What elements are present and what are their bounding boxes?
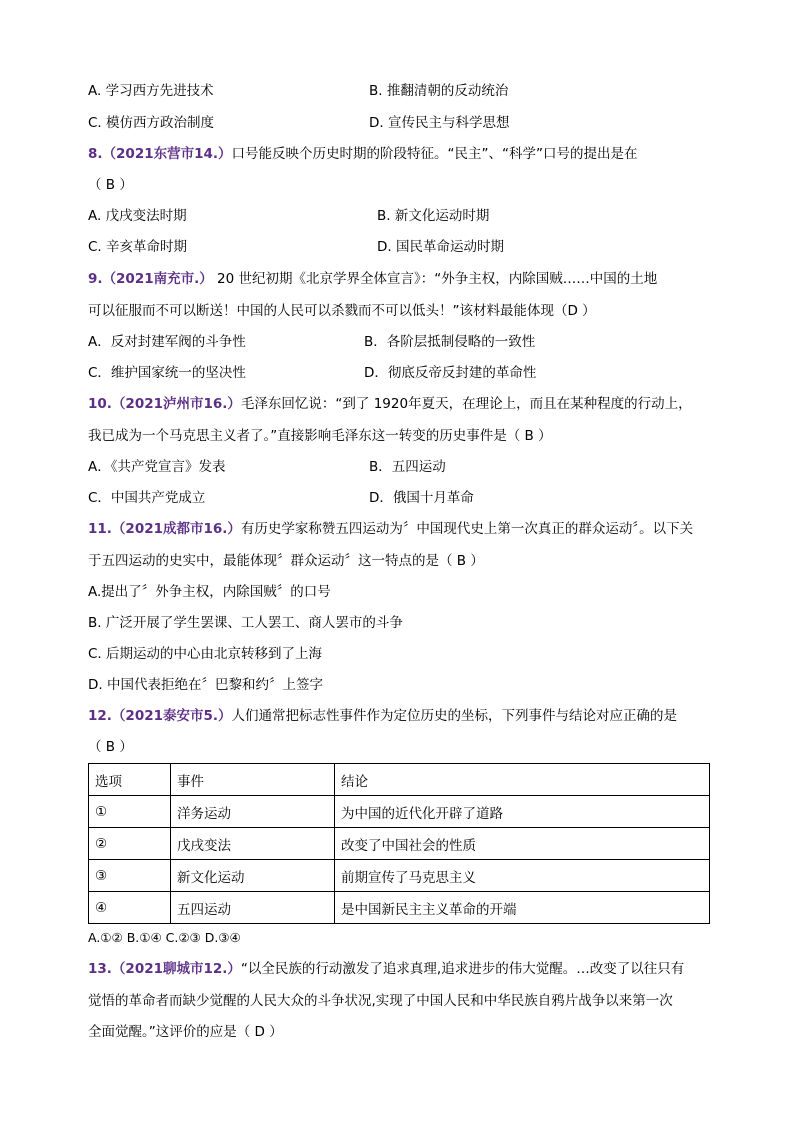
q13-stem-line1 xyxy=(88,960,684,978)
q13-text: “以全民族的行动激发了追求真理,追求进步的伟大觉醒。…改变了以往只有 xyxy=(240,961,685,977)
q10-stem-line2: 我已成为一个马克思主义者了。”直接影响毛泽东这一转变的历史事件是（ B ） xyxy=(88,428,552,444)
table-row xyxy=(89,828,710,860)
q9-stem-line1 xyxy=(88,270,657,288)
q9-option-a: A．反对封建军阀的斗争性 xyxy=(88,334,246,350)
q11-source: （2021成都市16.） xyxy=(111,521,241,537)
q11-number: 11. xyxy=(88,521,112,537)
table-cell: ① xyxy=(89,796,171,828)
table-cell: 戊戌变法 xyxy=(171,828,335,860)
q11-option-d: D. 中国代表拒绝在〞巴黎和约〞上签字 xyxy=(88,677,323,693)
table-row xyxy=(89,892,710,924)
q10-option-d: D．俄国十月革命 xyxy=(369,490,474,506)
q11-stem-line1 xyxy=(88,520,693,538)
table-header-cell: 选项 xyxy=(89,764,171,796)
q9-option-c: C．维护国家统一的坚决性 xyxy=(88,365,246,381)
q7-option-a: A. 学习西方先进技术 xyxy=(88,83,214,99)
q8-option-b: B. 新文化运动时期 xyxy=(377,208,490,224)
table-cell: 洋务运动 xyxy=(171,796,335,828)
q9-number: 9. xyxy=(88,271,103,287)
table-cell: ③ xyxy=(89,860,171,892)
q8-number: 8. xyxy=(88,146,103,162)
table-cell: ② xyxy=(89,828,171,860)
q12-table xyxy=(88,763,710,924)
q11-option-a: A.提出了〞外争主权，内除国贼〞的口号 xyxy=(88,584,331,600)
q9-option-d: D．彻底反帝反封建的革命性 xyxy=(364,365,537,381)
q12-options: A.①② B.①④ C.②③ D.③④ xyxy=(88,930,241,945)
q9-option-b: B．各阶层抵制侵略的一致性 xyxy=(364,334,536,350)
q10-option-c: C．中国共产党成立 xyxy=(88,490,206,506)
q7-option-d: D. 宣传民主与科学思想 xyxy=(369,115,510,131)
table-header-cell: 事件 xyxy=(171,764,335,796)
table-cell: 新文化运动 xyxy=(171,860,335,892)
q12-source: （2021泰安市5.） xyxy=(111,708,232,724)
table-row xyxy=(89,860,710,892)
q9-text: 20 世纪初期《北京学界全体宣言》：“外争主权，内除国贼……中国的土地 xyxy=(212,271,658,287)
table-cell: 改变了中国社会的性质 xyxy=(335,828,710,860)
q13-stem-line3: 全面觉醒。”这评价的应是（ D ） xyxy=(88,1024,283,1040)
q10-text: 毛泽东回忆说：“到了 1920年夏天，在理论上，而且在某种程度的行动上， xyxy=(240,396,692,412)
q8-answer: （ B ） xyxy=(88,177,133,193)
q11-text: 有历史学家称赞五四运动为〞中国现代史上第一次真正的群众运动〞。以下关 xyxy=(240,521,694,537)
q12-text: 人们通常把标志性事件作为定位历史的坐标，下列事件与结论对应正确的是 xyxy=(231,708,678,724)
table-cell: 五四运动 xyxy=(171,892,335,924)
q10-option-a: A．《共产党宣言》发表 xyxy=(88,459,226,475)
q10-number: 10. xyxy=(88,396,112,412)
table-header-cell: 结论 xyxy=(335,764,710,796)
q9-source: （2021南充市.） xyxy=(102,271,213,287)
q7-option-b: B. 推翻清朝的反动统治 xyxy=(369,83,509,99)
table-cell: 为中国的近代化开辟了道路 xyxy=(335,796,710,828)
q11-option-c: C. 后期运动的中心由北京转移到了上海 xyxy=(88,646,323,662)
q9-stem-line2: 可以征服而不可以断送！中国的人民可以杀戮而不可以低头！”该材料最能体现（D ） xyxy=(88,303,596,319)
q10-option-b: B．五四运动 xyxy=(369,459,446,475)
q13-source: （2021聊城市12.） xyxy=(111,961,241,977)
q10-source: （2021泸州市16.） xyxy=(111,396,241,412)
q10-stem-line1 xyxy=(88,395,692,413)
q11-option-b: B. 广泛开展了学生罢课、工人罢工、商人罢市的斗争 xyxy=(88,615,403,631)
q8-option-d: D. 国民革命运动时期 xyxy=(377,239,504,255)
q13-number: 13. xyxy=(88,961,112,977)
q12-stem xyxy=(88,707,677,725)
q8-option-c: C. 辛亥革命时期 xyxy=(88,239,188,255)
table-cell: ④ xyxy=(89,892,171,924)
table-row xyxy=(89,796,710,828)
q8-source: （2021东营市14.） xyxy=(102,146,232,162)
table-cell: 前期宣传了马克思主义 xyxy=(335,860,710,892)
q7-option-c: C. 模仿西方政治制度 xyxy=(88,115,215,131)
table-header-row xyxy=(89,764,710,796)
q8-stem xyxy=(88,145,638,163)
q11-stem-line2: 于五四运动的史实中，最能体现〞群众运动〞这一特点的是（ B ） xyxy=(88,553,484,569)
table-cell: 是中国新民主主义革命的开端 xyxy=(335,892,710,924)
q12-answer: （ B ） xyxy=(88,739,133,755)
q12-number: 12. xyxy=(88,708,112,724)
q8-text: 口号能反映个历史时期的阶段特征。“民主”、“科学”口号的提出是在 xyxy=(231,146,638,162)
q13-stem-line2: 觉悟的革命者而缺少觉醒的人民大众的斗争状况,实现了中国人民和中华民族自鸦片战争以来第一次 xyxy=(88,993,673,1009)
q8-option-a: A. 戊戌变法时期 xyxy=(88,208,187,224)
